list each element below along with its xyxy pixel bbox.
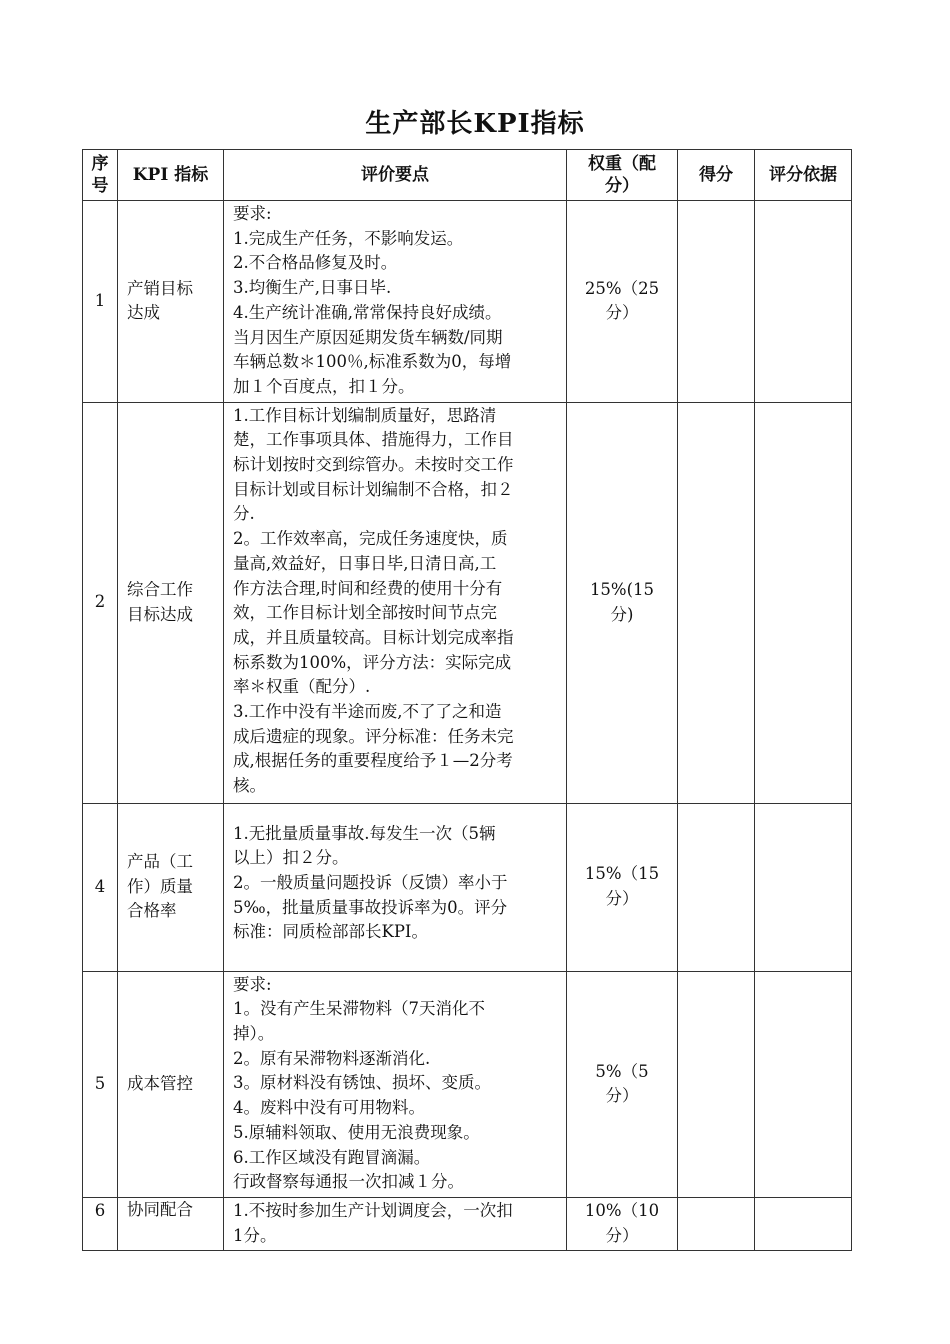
point-line: 1分。 xyxy=(233,1225,277,1245)
kpi-name: 产销目标 达成 xyxy=(118,201,224,403)
table-row xyxy=(83,402,852,803)
point-line: 楚，工作事项具体、措施得力，工作目 xyxy=(233,430,514,450)
header-score: 得分 xyxy=(678,150,755,201)
score-cell[interactable] xyxy=(678,201,755,403)
weight-cell: 10%（10 分） xyxy=(567,1197,678,1250)
evaluation-points xyxy=(224,971,567,1197)
header-basis: 评分依据 xyxy=(755,150,852,201)
point-line: 成,根据任务的重要程度给予１—2分考 xyxy=(233,751,513,771)
point-line: 1.工作目标计划编制质量好，思路清 xyxy=(233,405,497,425)
basis-cell[interactable] xyxy=(755,1197,852,1250)
point-line: 效，工作目标计划全部按时间节点完 xyxy=(233,603,497,623)
point-line: 2。工作效率高，完成任务速度快，质 xyxy=(233,529,508,549)
score-cell[interactable] xyxy=(678,1197,755,1250)
point-line: 车辆总数＊100％,标准系数为0，每增 xyxy=(233,352,512,372)
evaluation-points xyxy=(224,402,567,803)
header-no: 序 号 xyxy=(83,150,118,201)
point-line: 4。废料中没有可用物料。 xyxy=(233,1098,425,1118)
evaluation-points xyxy=(224,201,567,403)
point-line: 核。 xyxy=(233,776,266,796)
table-row xyxy=(83,201,852,403)
point-line: 3.工作中没有半途而废,不了了之和造 xyxy=(233,702,502,722)
point-line: 6.工作区域没有跑冒滴漏。 xyxy=(233,1147,431,1167)
point-line: 作方法合理,时间和经费的使用十分有 xyxy=(233,578,503,598)
evaluation-points xyxy=(224,1197,567,1250)
table-row xyxy=(83,1197,852,1250)
point-line: 3.均衡生产,日事日毕. xyxy=(233,278,392,298)
header-weight: 权重（配 分） xyxy=(567,150,678,201)
point-line: 加１个百度点，扣１分。 xyxy=(233,376,415,396)
point-line: 以上）扣２分。 xyxy=(233,848,349,868)
point-line: 2.不合格品修复及时。 xyxy=(233,253,398,273)
score-cell[interactable] xyxy=(678,971,755,1197)
row-number: 4 xyxy=(83,803,118,971)
point-line: 4.生产统计准确,常常保持良好成绩。 xyxy=(233,302,502,322)
table-row xyxy=(83,971,852,1197)
spacer xyxy=(233,805,562,822)
kpi-table xyxy=(82,149,852,1251)
header-kpi: KPI 指标 xyxy=(118,150,224,201)
kpi-name: 综合工作 目标达成 xyxy=(118,402,224,803)
evaluation-points xyxy=(224,803,567,971)
basis-cell[interactable] xyxy=(755,803,852,971)
point-line: 标系数为100%，评分方法：实际完成 xyxy=(233,652,512,672)
weight-cell: 5%（5 分） xyxy=(567,971,678,1197)
point-line: 率＊权重（配分）. xyxy=(233,677,371,697)
kpi-name: 产品（工 作）质量 合格率 xyxy=(118,803,224,971)
kpi-name: 协同配合 xyxy=(118,1197,224,1250)
page-title: 生产部长KPI指标 xyxy=(365,109,585,139)
weight-cell: 15%（15 分） xyxy=(567,803,678,971)
row-number: 2 xyxy=(83,402,118,803)
point-line: 3。原材料没有锈蚀、损坏、变质。 xyxy=(233,1073,491,1093)
point-line: 1。没有产生呆滞物料（7天消化不 xyxy=(233,999,485,1019)
point-line: 分. xyxy=(233,504,255,524)
point-line: 成后遗症的现象。评分标准：任务未完 xyxy=(233,726,514,746)
point-line: 成，并且质量较高。目标计划完成率指 xyxy=(233,627,514,647)
row-number: 6 xyxy=(83,1197,118,1250)
point-line: 标准：同质检部部长KPI。 xyxy=(233,922,428,942)
point-line: 要求: xyxy=(233,974,272,994)
weight-cell: 15%(15 分) xyxy=(567,402,678,803)
point-line: 5.原辅料领取、使用无浪费现象。 xyxy=(233,1122,480,1142)
kpi-name: 成本管控 xyxy=(118,971,224,1197)
point-line: 行政督察每通报一次扣减１分。 xyxy=(233,1172,464,1192)
score-cell[interactable] xyxy=(678,803,755,971)
point-line: 1.无批量质量事故.每发生一次（5辆 xyxy=(233,823,496,843)
row-number: 1 xyxy=(83,201,118,403)
point-line: 量高,效益好，日事日毕,日清日高,工 xyxy=(233,553,497,573)
point-line: 标计划按时交到综管办。未按时交工作 xyxy=(233,455,514,475)
point-line: 1.不按时参加生产计划调度会，一次扣 xyxy=(233,1200,513,1220)
point-line: 2。一般质量问题投诉（反馈）率小于 xyxy=(233,873,508,893)
point-line: 掉）。 xyxy=(233,1024,275,1044)
row-number: 5 xyxy=(83,971,118,1197)
header-points: 评价要点 xyxy=(224,150,567,201)
header-row xyxy=(83,150,852,201)
score-cell[interactable] xyxy=(678,402,755,803)
point-line: 目标计划或目标计划编制不合格，扣２ xyxy=(233,479,514,499)
point-line: 2。原有呆滞物料逐渐消化. xyxy=(233,1048,431,1068)
point-line: 1.完成生产任务，不影响发运。 xyxy=(233,228,464,248)
point-line: 要求: xyxy=(233,204,272,223)
point-line: 当月因生产原因延期发货车辆数/同期 xyxy=(233,327,503,347)
basis-cell[interactable] xyxy=(755,971,852,1197)
basis-cell[interactable] xyxy=(755,402,852,803)
point-line: 5‰，批量质量事故投诉率为0。评分 xyxy=(233,897,508,917)
weight-cell: 25%（25 分） xyxy=(567,201,678,403)
basis-cell[interactable] xyxy=(755,201,852,403)
table-row xyxy=(83,803,852,971)
